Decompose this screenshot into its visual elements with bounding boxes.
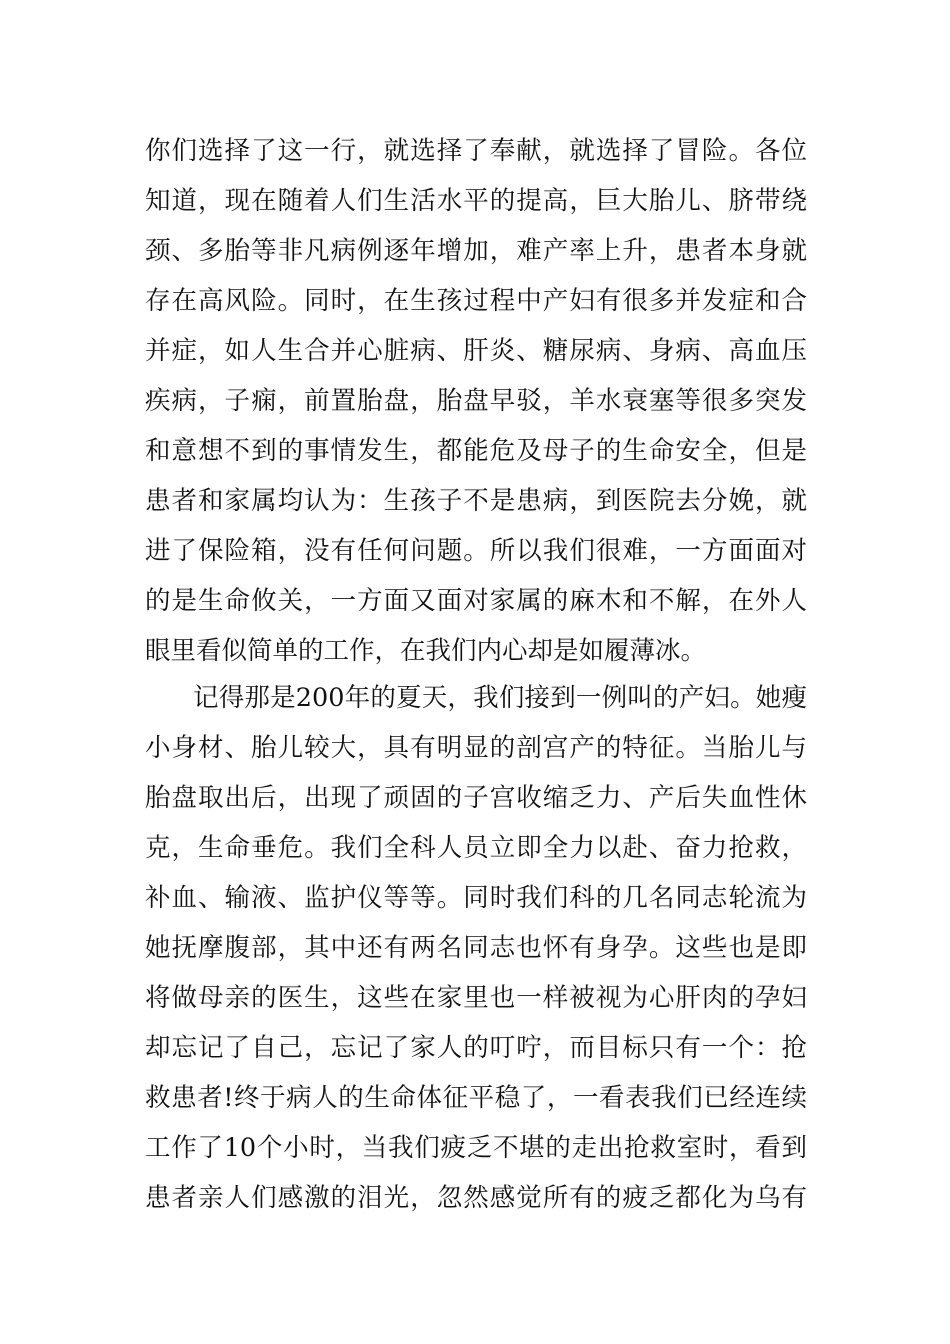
paragraph-2 [145, 673, 807, 1223]
paragraph-line: 她抚摩腹部，其中还有两名同志也怀有身孕。这些也是即 [145, 933, 807, 963]
paragraph-line: 知道，现在随着人们生活水平的提高，巨大胎儿、脐带绕 [145, 186, 807, 216]
paragraph-line: 补血、输液、监护仪等等。同时我们科的几名同志轮流为 [145, 883, 807, 913]
paragraph-line: 你们选择了这一行，就选择了奉献，就选择了冒险。各位 [145, 136, 807, 166]
paragraph-line: 眼里看似简单的工作，在我们内心却是如履薄冰。 [145, 636, 707, 666]
paragraph-line: 小身材、胎儿较大，具有明显的剖宫产的特征。当胎儿与 [145, 733, 807, 763]
paragraph-line: 记得那是200年的夏天，我们接到一例叫的产妇。她瘦 [193, 683, 807, 713]
paragraph-line: 颈、多胎等非凡病例逐年增加，难产率上升，患者本身就 [145, 236, 807, 266]
paragraph-line: 疾病，子痫，前置胎盘，胎盘早驳，羊水衰塞等很多突发 [145, 386, 807, 416]
paragraph-line: 工作了10个小时，当我们疲乏不堪的走出抢救室时，看到 [145, 1133, 807, 1163]
paragraph-1 [145, 126, 807, 676]
paragraph-line: 存在高风险。同时，在生孩过程中产妇有很多并发症和合 [145, 286, 807, 316]
paragraph-line: 和意想不到的事情发生，都能危及母子的生命安全，但是 [145, 436, 807, 466]
paragraph-line: 却忘记了自己，忘记了家人的叮咛，而目标只有一个：抢 [145, 1033, 807, 1063]
paragraph-line: 胎盘取出后，出现了顽固的子宫收缩乏力、产后失血性休 [145, 783, 807, 813]
paragraph-line: 救患者!终于病人的生命体征平稳了，一看表我们已经连续 [145, 1083, 807, 1113]
paragraph-line: 的是生命攸关，一方面又面对家属的麻木和不解，在外人 [145, 586, 807, 616]
paragraph-line: 克，生命垂危。我们全科人员立即全力以赴、奋力抢救， [145, 833, 807, 863]
paragraph-line: 患者亲人们感激的泪光，忽然感觉所有的疲乏都化为乌有 [145, 1183, 807, 1213]
paragraph-line: 将做母亲的医生，这些在家里也一样被视为心肝肉的孕妇 [145, 983, 807, 1013]
paragraph-line: 进了保险箱，没有任何问题。所以我们很难，一方面面对 [145, 536, 807, 566]
paragraph-line: 并症，如人生合并心脏病、肝炎、糖尿病、身病、高血压 [145, 336, 807, 366]
paragraph-line: 患者和家属均认为：生孩子不是患病，到医院去分娩，就 [145, 486, 807, 516]
